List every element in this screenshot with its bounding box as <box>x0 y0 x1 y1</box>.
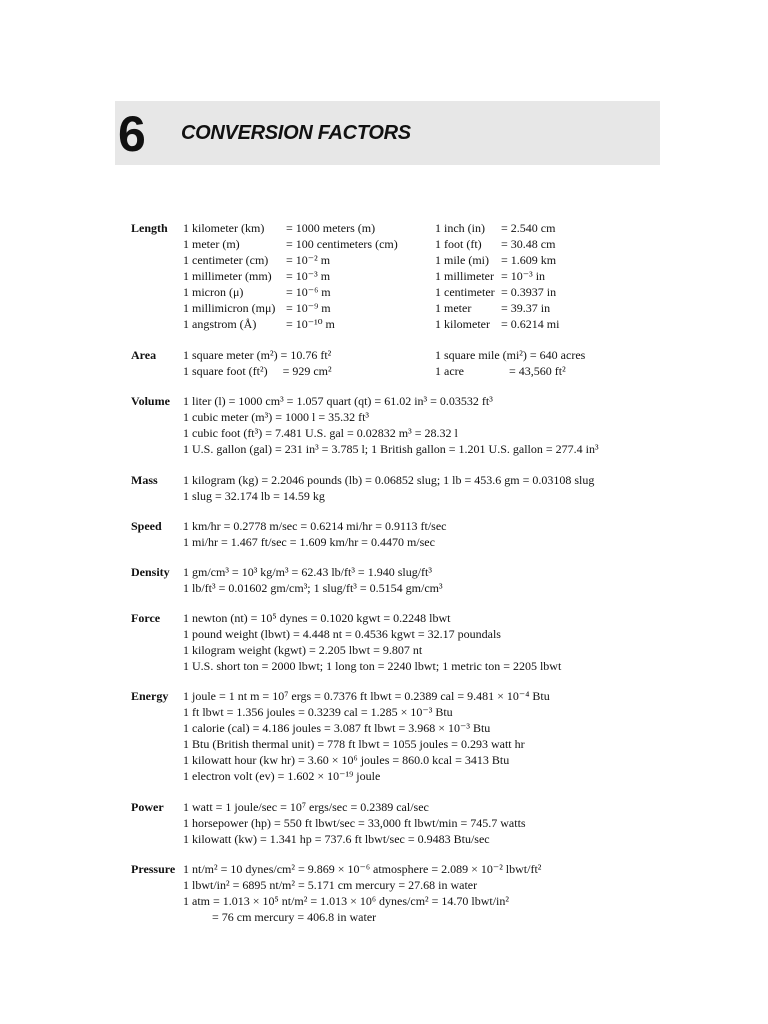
section-label-pressure: Pressure <box>131 862 176 876</box>
speed-line: 1 mi/hr = 1.467 ft/sec = 1.609 km/hr = 0.4470 m/sec <box>183 535 435 549</box>
density-line: 1 lb/ft³ = 0.01602 gm/cm³; 1 slug/ft³ = 0.5154 gm/cm³ <box>183 581 443 595</box>
length-left-unit: 1 millimeter (mm) <box>183 269 272 283</box>
area-right-unit: 1 square mile (mi²) = 640 acres <box>435 348 586 362</box>
mass-line: 1 slug = 32.174 lb = 14.59 kg <box>183 489 325 503</box>
energy-line: 1 calorie (cal) = 4.186 joules = 3.087 ft lbwt = 3.968 × 10⁻³ Btu <box>183 721 491 735</box>
power-line: 1 kilowatt (kw) = 1.341 hp = 737.6 ft lbwt/sec = 0.9483 Btu/sec <box>183 832 490 846</box>
volume-line: 1 cubic meter (m³) = 1000 l = 35.32 ft³ <box>183 410 370 424</box>
section-label-power: Power <box>131 800 164 814</box>
density-line: 1 gm/cm³ = 10³ kg/m³ = 62.43 lb/ft³ = 1.940 slug/ft³ <box>183 565 432 579</box>
force-line: 1 kilogram weight (kgwt) = 2.205 lbwt = 9.807 nt <box>183 643 423 657</box>
energy-line: 1 kilowatt hour (kw hr) = 3.60 × 10⁶ joules = 860.0 kcal = 3413 Btu <box>183 753 510 767</box>
area-left-line: 1 square meter (m²) = 10.76 ft² <box>183 348 332 362</box>
section-label-volume: Volume <box>131 394 170 408</box>
length-right-unit: 1 mile (mi) <box>435 253 489 267</box>
energy-line: 1 Btu (British thermal unit) = 778 ft lbwt = 1055 joules = 0.293 watt hr <box>183 737 525 751</box>
force-line: 1 U.S. short ton = 2000 lbwt; 1 long ton = 2240 lbwt; 1 metric ton = 2205 lbwt <box>183 659 562 673</box>
length-right-unit: 1 kilometer <box>435 317 490 331</box>
force-line: 1 newton (nt) = 10⁵ dynes = 0.1020 kgwt = 0.2248 lbwt <box>183 611 451 625</box>
length-left-unit: 1 angstrom (Å) <box>183 317 257 331</box>
length-left-value: = 10⁻² m <box>286 253 331 267</box>
area-right-unit: 1 acre <box>435 364 464 378</box>
volume-line: 1 liter (l) = 1000 cm³ = 1.057 quart (qt) = 61.02 in³ = 0.03532 ft³ <box>183 394 493 408</box>
section-label-mass: Mass <box>131 473 158 487</box>
length-right-unit: 1 inch (in) <box>435 221 485 235</box>
pressure-line: 1 atm = 1.013 × 10⁵ nt/m² = 1.013 × 10⁶ dynes/cm² = 14.70 lbwt/in² <box>183 894 509 908</box>
length-right-value: = 0.6214 mi <box>501 317 560 331</box>
length-right-unit: 1 millimeter <box>435 269 494 283</box>
pressure-line: 1 lbwt/in² = 6895 nt/m² = 5.171 cm mercury = 27.68 in water <box>183 878 478 892</box>
length-left-unit: 1 micron (μ) <box>183 285 244 299</box>
section-label-area: Area <box>131 348 157 362</box>
length-left-value: = 1000 meters (m) <box>286 221 376 235</box>
length-left-unit: 1 centimeter (cm) <box>183 253 269 267</box>
speed-line: 1 km/hr = 0.2778 m/sec = 0.6214 mi/hr = 0.9113 ft/sec <box>183 519 447 533</box>
energy-line: 1 ft lbwt = 1.356 joules = 0.3239 cal = 1.285 × 10⁻³ Btu <box>183 705 453 719</box>
length-right-unit: 1 centimeter <box>435 285 495 299</box>
pressure-line: 1 nt/m² = 10 dynes/cm² = 9.869 × 10⁻⁶ atmosphere = 2.089 × 10⁻² lbwt/ft² <box>183 862 542 876</box>
volume-line: 1 cubic foot (ft³) = 7.481 U.S. gal = 0.02832 m³ = 28.32 l <box>183 426 458 440</box>
energy-line: 1 joule = 1 nt m = 10⁷ ergs = 0.7376 ft lbwt = 0.2389 cal = 9.481 × 10⁻⁴ Btu <box>183 689 550 703</box>
pressure-line: = 76 cm mercury = 406.8 in water <box>212 910 377 924</box>
area-left-line: 1 square foot (ft²) = 929 cm² <box>183 364 332 378</box>
mass-line: 1 kilogram (kg) = 2.2046 pounds (lb) = 0.06852 slug; 1 lb = 453.6 gm = 0.03108 slug <box>183 473 595 487</box>
chapter-title: CONVERSION FACTORS <box>181 122 411 144</box>
area-right-value: = 43,560 ft² <box>509 364 566 378</box>
length-right-unit: 1 meter <box>435 301 472 315</box>
section-label-force: Force <box>131 611 161 625</box>
length-left-value: = 10⁻⁶ m <box>286 285 331 299</box>
energy-line: 1 electron volt (ev) = 1.602 × 10⁻¹⁹ joule <box>183 769 381 783</box>
length-right-unit: 1 foot (ft) <box>435 237 482 251</box>
volume-line: 1 U.S. gallon (gal) = 231 in³ = 3.785 l; 1 British gallon = 1.201 U.S. gallon = 277.4 in³ <box>183 442 599 456</box>
power-line: 1 watt = 1 joule/sec = 10⁷ ergs/sec = 0.2389 cal/sec <box>183 800 429 814</box>
length-right-value: = 39.37 in <box>501 301 551 315</box>
length-right-value: = 1.609 km <box>501 253 557 267</box>
section-label-length: Length <box>131 221 168 235</box>
length-left-unit: 1 kilometer (km) <box>183 221 265 235</box>
length-left-unit: 1 millimicron (mμ) <box>183 301 276 315</box>
section-label-speed: Speed <box>131 519 162 533</box>
length-right-value: = 30.48 cm <box>501 237 556 251</box>
section-label-energy: Energy <box>131 689 169 703</box>
length-left-value: = 10⁻⁹ m <box>286 301 331 315</box>
length-right-value: = 0.3937 in <box>501 285 557 299</box>
chapter-number: 6 <box>118 106 146 162</box>
length-right-value: = 10⁻³ in <box>501 269 546 283</box>
power-line: 1 horsepower (hp) = 550 ft lbwt/sec = 33,000 ft lbwt/min = 745.7 watts <box>183 816 526 830</box>
length-right-value: = 2.540 cm <box>501 221 556 235</box>
length-left-value: = 100 centimeters (cm) <box>286 237 398 251</box>
length-left-value: = 10⁻¹⁰ m <box>286 317 335 331</box>
force-line: 1 pound weight (lbwt) = 4.448 nt = 0.4536 kgwt = 32.17 poundals <box>183 627 501 641</box>
section-label-density: Density <box>131 565 170 579</box>
length-left-unit: 1 meter (m) <box>183 237 240 251</box>
length-left-value: = 10⁻³ m <box>286 269 331 283</box>
